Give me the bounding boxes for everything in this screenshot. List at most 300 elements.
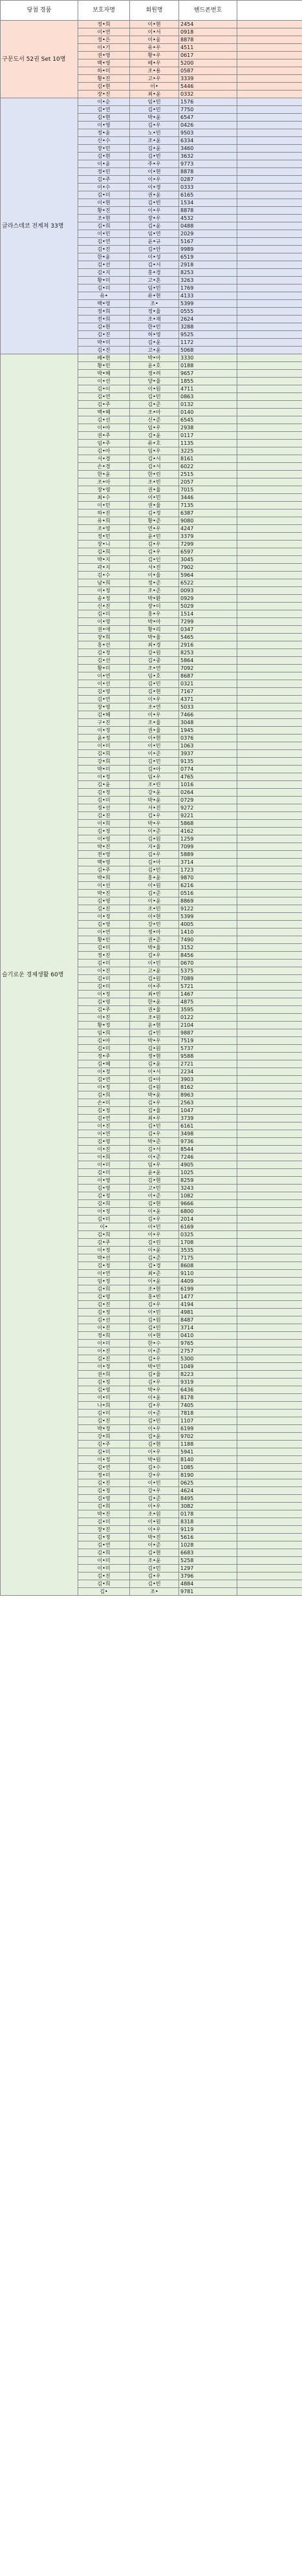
guardian-cell: 김•희 [78, 750, 130, 758]
guardian-cell: 정•선 [78, 804, 130, 812]
empty-cell [237, 1262, 302, 1270]
phone-cell: 4005 [179, 921, 237, 928]
phone-cell: 8878 [179, 36, 237, 44]
guardian-cell: 임•희 [78, 1029, 130, 1037]
empty-cell [237, 766, 302, 773]
empty-cell [237, 191, 302, 199]
empty-cell [237, 890, 302, 897]
guardian-cell: 김•미 [78, 1216, 130, 1223]
member-cell: 조•율 [130, 719, 179, 727]
member-cell: 김•현 [130, 1441, 179, 1448]
empty-cell [237, 1278, 302, 1285]
empty-cell [237, 1324, 302, 1332]
empty-cell [237, 1355, 302, 1363]
guardian-cell: 백•영 [78, 300, 130, 308]
phone-cell: 0426 [179, 122, 237, 129]
guardian-cell: 권•주 [78, 432, 130, 440]
member-cell: 김•우 [130, 1379, 179, 1386]
empty-cell [237, 1076, 302, 1084]
member-cell: 이•우 [130, 1448, 179, 1456]
guardian-cell: 김•현 [78, 114, 130, 122]
empty-cell [237, 1371, 302, 1379]
empty-cell [237, 106, 302, 114]
empty-cell [237, 804, 302, 812]
member-cell: 김•민 [130, 1324, 179, 1332]
guardian-cell: 장•진 [78, 1526, 130, 1534]
empty-cell [237, 1045, 302, 1053]
member-cell: 김•윤 [130, 222, 179, 230]
phone-cell: 0670 [179, 960, 237, 967]
member-cell: 이•원 [130, 385, 179, 393]
guardian-cell: 박•진 [78, 843, 130, 851]
phone-cell: 9870 [179, 874, 237, 882]
guardian-cell: 정•은 [78, 36, 130, 44]
empty-cell [237, 657, 302, 665]
empty-cell [237, 184, 302, 191]
phone-cell: 1049 [179, 1363, 237, 1371]
guardian-cell: 이•연 [78, 1130, 130, 1138]
member-cell: 고•윤 [130, 967, 179, 975]
phone-cell: 8259 [179, 1177, 237, 1185]
member-cell: 이•준 [130, 750, 179, 758]
guardian-cell: 김•미 [78, 944, 130, 952]
empty-cell [237, 354, 302, 362]
empty-cell [237, 517, 302, 525]
member-cell: 박•율 [130, 634, 179, 641]
empty-cell [237, 1130, 302, 1138]
guardian-cell: 이•연 [78, 928, 130, 936]
phone-cell: 9666 [179, 1200, 237, 1208]
phone-cell: 0625 [179, 1479, 237, 1487]
guardian-cell: 이•영 [78, 618, 130, 626]
empty-cell [237, 401, 302, 409]
empty-cell [237, 742, 302, 750]
guardian-cell: 이•미 [78, 1557, 130, 1565]
member-cell: 최•우 [130, 1115, 179, 1122]
guardian-cell: 김•연 [78, 1115, 130, 1122]
member-cell: 김•준 [130, 1254, 179, 1262]
member-cell: 이•준 [130, 828, 179, 835]
member-cell: 박•진 [130, 1534, 179, 1541]
empty-cell [237, 424, 302, 432]
guardian-cell: 하•미 [78, 67, 130, 75]
empty-cell [237, 812, 302, 820]
empty-cell [237, 960, 302, 967]
empty-cell [237, 719, 302, 727]
phone-cell: 1025 [179, 1169, 237, 1177]
guardian-cell: 김•진 [78, 1301, 130, 1309]
member-cell: 한•민 [130, 323, 179, 331]
guardian-cell: 이•희 [78, 820, 130, 828]
member-cell: 이•우 [130, 1231, 179, 1239]
guardian-cell: 김•진 [78, 1417, 130, 1425]
member-cell: 김•우 [130, 541, 179, 548]
guardian-cell: 남•희 [78, 579, 130, 587]
phone-cell: 4905 [179, 1161, 237, 1169]
phone-cell: 2757 [179, 1347, 237, 1355]
member-cell: 임•호 [130, 672, 179, 680]
phone-cell: 9989 [179, 246, 237, 253]
empty-cell [237, 711, 302, 719]
empty-cell [237, 1425, 302, 1433]
member-cell: 김•원 [130, 835, 179, 843]
guardian-cell: 조•아 [78, 478, 130, 486]
member-cell: 정•아 [130, 928, 179, 936]
guardian-cell: 박•미 [78, 766, 130, 773]
empty-cell [237, 634, 302, 641]
member-cell: 윤•윤 [130, 1169, 179, 1177]
guardian-cell: 황•민 [78, 362, 130, 370]
phone-cell: 8963 [179, 1091, 237, 1099]
empty-cell [237, 758, 302, 766]
guardian-cell: 김•혜 [78, 1060, 130, 1068]
member-cell: 김•민 [130, 393, 179, 401]
member-cell: 김•빈 [130, 153, 179, 160]
guardian-cell: 김•연 [78, 696, 130, 703]
phone-cell: 4133 [179, 292, 237, 300]
phone-cell: 3796 [179, 1572, 237, 1580]
phone-cell: 7405 [179, 1402, 237, 1410]
empty-cell [237, 1526, 302, 1534]
guardian-cell: 권•영 [78, 52, 130, 59]
phone-cell: 9503 [179, 129, 237, 137]
phone-cell: 0617 [179, 52, 237, 59]
phone-cell: 4409 [179, 1278, 237, 1285]
guardian-cell: 김•진 [78, 905, 130, 913]
phone-cell: 4162 [179, 828, 237, 835]
phone-cell: 4981 [179, 1309, 237, 1316]
member-cell: 이•민 [130, 1309, 179, 1316]
guardian-cell: 장•진 [78, 91, 130, 98]
empty-cell [237, 494, 302, 502]
phone-cell: 0332 [179, 91, 237, 98]
guardian-cell: 김•주 [78, 1239, 130, 1247]
phone-cell: 1188 [179, 1441, 237, 1448]
phone-cell: 0178 [179, 1510, 237, 1518]
phone-cell: 0093 [179, 587, 237, 595]
header-prize: 당첨 경품 [1, 1, 78, 21]
guardian-cell: 임•주 [78, 440, 130, 447]
member-cell: 권•율 [130, 1006, 179, 1014]
guardian-cell: 이•영 [78, 1177, 130, 1185]
guardian-cell: 이•선 [78, 378, 130, 385]
guardian-cell: 권•희 [78, 1371, 130, 1379]
empty-cell [237, 1029, 302, 1037]
member-cell: 홍•윤 [130, 874, 179, 882]
phone-cell: 1107 [179, 1417, 237, 1425]
member-cell: 이•원 [130, 1518, 179, 1526]
phone-cell: 9110 [179, 1270, 237, 1278]
member-cell: 이•우 [130, 696, 179, 703]
phone-cell: 8190 [179, 1472, 237, 1479]
guardian-cell: 김•아 [78, 1037, 130, 1045]
guardian-cell: 김•미 [78, 960, 130, 967]
member-cell: 김•아 [130, 766, 179, 773]
empty-cell [237, 1115, 302, 1122]
member-cell: 조•연 [130, 665, 179, 672]
member-cell: 김•원 [130, 975, 179, 983]
phone-cell: 4194 [179, 1301, 237, 1309]
member-cell: 김•현 [130, 688, 179, 696]
header-empty [237, 1, 302, 21]
phone-cell: 8487 [179, 1316, 237, 1324]
phone-cell: 8161 [179, 455, 237, 463]
empty-cell [237, 587, 302, 595]
guardian-cell: 이•순 [78, 98, 130, 106]
member-cell: 조•연 [130, 703, 179, 711]
empty-cell [237, 1495, 302, 1503]
empty-cell [237, 1363, 302, 1371]
member-cell: 한•윤 [130, 998, 179, 1006]
guardian-cell: 김•진 [78, 812, 130, 820]
empty-cell [237, 36, 302, 44]
empty-cell [237, 1169, 302, 1177]
guardian-cell: 김•미 [78, 284, 130, 292]
guardian-cell: 장•니 [78, 541, 130, 548]
guardian-cell: 김•현 [78, 83, 130, 91]
empty-cell [237, 122, 302, 129]
empty-cell [237, 1565, 302, 1572]
member-cell: 김•빈 [130, 1580, 179, 1588]
guardian-cell: 김•희 [78, 1231, 130, 1239]
phone-cell: 0376 [179, 735, 237, 742]
member-cell: 김•서 [130, 1146, 179, 1154]
guardian-cell: 정•미 [78, 1472, 130, 1479]
guardian-cell: 서•경 [78, 455, 130, 463]
empty-cell [237, 548, 302, 556]
member-cell: 권•율 [130, 502, 179, 510]
phone-cell: 0333 [179, 184, 237, 191]
guardian-cell: 박•지 [78, 556, 130, 564]
empty-cell [237, 1161, 302, 1169]
empty-cell [237, 1084, 302, 1091]
member-cell: 김•율 [130, 1107, 179, 1115]
guardian-cell: 정•진 [78, 952, 130, 960]
phone-cell: 9702 [179, 1433, 237, 1441]
guardian-cell: 손•미 [78, 1099, 130, 1107]
phone-cell: 6216 [179, 882, 237, 890]
phone-cell: 2029 [179, 230, 237, 238]
phone-cell: 0929 [179, 595, 237, 603]
empty-cell [237, 1254, 302, 1262]
member-cell: 박•윤 [130, 114, 179, 122]
phone-cell: 2014 [179, 1216, 237, 1223]
guardian-cell: 강•희 [78, 1433, 130, 1441]
phone-cell: 3152 [179, 944, 237, 952]
empty-cell [237, 510, 302, 517]
empty-cell [237, 1068, 302, 1076]
phone-cell: 1259 [179, 835, 237, 843]
guardian-cell: 김•진 [78, 246, 130, 253]
member-cell: 조•용 [130, 67, 179, 75]
phone-cell: 3595 [179, 1006, 237, 1014]
phone-cell: 9319 [179, 1379, 237, 1386]
empty-cell [237, 1549, 302, 1557]
guardian-cell: 박•희 [78, 874, 130, 882]
phone-cell: 1085 [179, 1464, 237, 1472]
guardian-cell: 백•영 [78, 859, 130, 866]
phone-cell: 7089 [179, 975, 237, 983]
guardian-cell: 김•희 [78, 1285, 130, 1293]
guardian-cell: 정•민 [78, 533, 130, 541]
guardian-cell: 이•기 [78, 44, 130, 52]
phone-cell: 4247 [179, 525, 237, 533]
empty-cell [237, 1479, 302, 1487]
guardian-cell: 백•영 [78, 59, 130, 67]
empty-cell [237, 641, 302, 649]
phone-cell: 9657 [179, 370, 237, 378]
guardian-cell: 김•연 [78, 238, 130, 246]
member-cell: 배•우 [130, 59, 179, 67]
member-cell: 김•우 [130, 1301, 179, 1309]
empty-cell [237, 129, 302, 137]
empty-cell [237, 91, 302, 98]
guardian-cell: 김•미 [78, 1518, 130, 1526]
empty-cell [237, 835, 302, 843]
phone-cell: 3739 [179, 1115, 237, 1122]
phone-cell: 7099 [179, 843, 237, 851]
empty-cell [237, 1417, 302, 1425]
phone-cell: 9765 [179, 1340, 237, 1347]
empty-cell [237, 308, 302, 316]
guardian-cell: 정•희 [78, 308, 130, 316]
empty-cell [237, 114, 302, 122]
empty-cell [237, 618, 302, 626]
empty-cell [237, 928, 302, 936]
empty-cell [237, 1541, 302, 1549]
phone-cell: 9588 [179, 1053, 237, 1060]
empty-cell [237, 284, 302, 292]
phone-cell: 5721 [179, 983, 237, 991]
guardian-cell: 김•정 [78, 789, 130, 797]
empty-cell [237, 696, 302, 703]
empty-cell [237, 67, 302, 75]
member-cell: 이•우 [130, 176, 179, 184]
empty-cell [237, 913, 302, 921]
phone-cell: 6022 [179, 463, 237, 471]
phone-cell: 3243 [179, 1185, 237, 1192]
phone-cell: 7818 [179, 1410, 237, 1417]
phone-cell: 3330 [179, 354, 237, 362]
guardian-cell: 손•경 [78, 463, 130, 471]
empty-cell [237, 1216, 302, 1223]
empty-cell [237, 1185, 302, 1192]
member-cell: 허•영 [130, 331, 179, 339]
phone-cell: 5399 [179, 300, 237, 308]
member-cell: 이•율 [130, 572, 179, 579]
phone-cell: 8869 [179, 897, 237, 905]
member-cell: 최•경 [130, 641, 179, 649]
guardian-cell: 김•정 [78, 1192, 130, 1200]
empty-cell [237, 525, 302, 533]
guardian-cell: 박•혜 [78, 370, 130, 378]
empty-cell [237, 1037, 302, 1045]
empty-cell [237, 649, 302, 657]
guardian-cell: 김•정 [78, 1487, 130, 1495]
empty-cell [237, 168, 302, 176]
empty-cell [237, 1572, 302, 1580]
phone-cell: 4765 [179, 773, 237, 781]
member-cell: 조•윤 [130, 1557, 179, 1565]
member-cell: 서•진 [130, 804, 179, 812]
empty-cell [237, 843, 302, 851]
phone-cell: 3048 [179, 719, 237, 727]
empty-cell [237, 1441, 302, 1448]
member-cell: 김•우 [130, 548, 179, 556]
member-cell: 김•민 [130, 1122, 179, 1130]
empty-cell [237, 215, 302, 222]
guardian-cell: 김•주 [78, 866, 130, 874]
member-cell: 황•우 [130, 52, 179, 59]
empty-cell [237, 579, 302, 587]
member-cell: 박•윤 [130, 1091, 179, 1099]
member-cell: 고•우 [130, 75, 179, 83]
phone-cell: 7466 [179, 711, 237, 719]
phone-cell: 6161 [179, 1122, 237, 1130]
guardian-cell: 김•연 [78, 1076, 130, 1084]
empty-cell [237, 137, 302, 145]
phone-cell: 8253 [179, 269, 237, 277]
guardian-cell: 장•희 [78, 634, 130, 641]
empty-cell [237, 486, 302, 494]
empty-cell [237, 665, 302, 672]
phone-cell: 6165 [179, 191, 237, 199]
phone-cell: 0918 [179, 28, 237, 36]
empty-cell [237, 820, 302, 828]
phone-cell: 9135 [179, 758, 237, 766]
empty-cell [237, 59, 302, 67]
member-cell: 장•우 [130, 215, 179, 222]
empty-cell [237, 455, 302, 463]
empty-cell [237, 463, 302, 471]
guardian-cell: 정•민 [78, 168, 130, 176]
guardian-cell: 김•영 [78, 1138, 130, 1146]
phone-cell: 4532 [179, 215, 237, 222]
member-cell: 김•우 [130, 1099, 179, 1107]
phone-cell: 5465 [179, 634, 237, 641]
guardian-cell: 김•영 [78, 688, 130, 696]
member-cell: 이•민 [130, 494, 179, 502]
empty-cell [237, 1107, 302, 1115]
phone-cell: 0140 [179, 409, 237, 416]
member-cell: 유•우 [130, 44, 179, 52]
guardian-cell: 김•윤 [78, 781, 130, 789]
guardian-cell: 이•영 [78, 835, 130, 843]
member-cell: 김•민 [130, 758, 179, 766]
member-cell: 김•린 [130, 1239, 179, 1247]
phone-cell: 1172 [179, 339, 237, 347]
member-cell: 황•리 [130, 626, 179, 634]
phone-cell: 1708 [179, 1239, 237, 1247]
phone-cell: 8162 [179, 1084, 237, 1091]
guardian-cell: 김•주 [78, 401, 130, 409]
member-cell: 김•우 [130, 812, 179, 820]
empty-cell [237, 261, 302, 269]
empty-cell [237, 44, 302, 52]
phone-cell: 9736 [179, 1138, 237, 1146]
phone-cell: 6387 [179, 510, 237, 517]
member-cell: 이•준 [130, 1154, 179, 1161]
phone-cell: 6597 [179, 548, 237, 556]
guardian-cell: 임•정 [78, 1278, 130, 1285]
member-cell: 이•준 [130, 1347, 179, 1355]
phone-cell: 1514 [179, 610, 237, 618]
empty-cell [237, 331, 302, 339]
phone-cell: 1945 [179, 727, 237, 735]
empty-cell [237, 1177, 302, 1185]
empty-cell [237, 1503, 302, 1510]
member-cell: 박•율 [130, 944, 179, 952]
